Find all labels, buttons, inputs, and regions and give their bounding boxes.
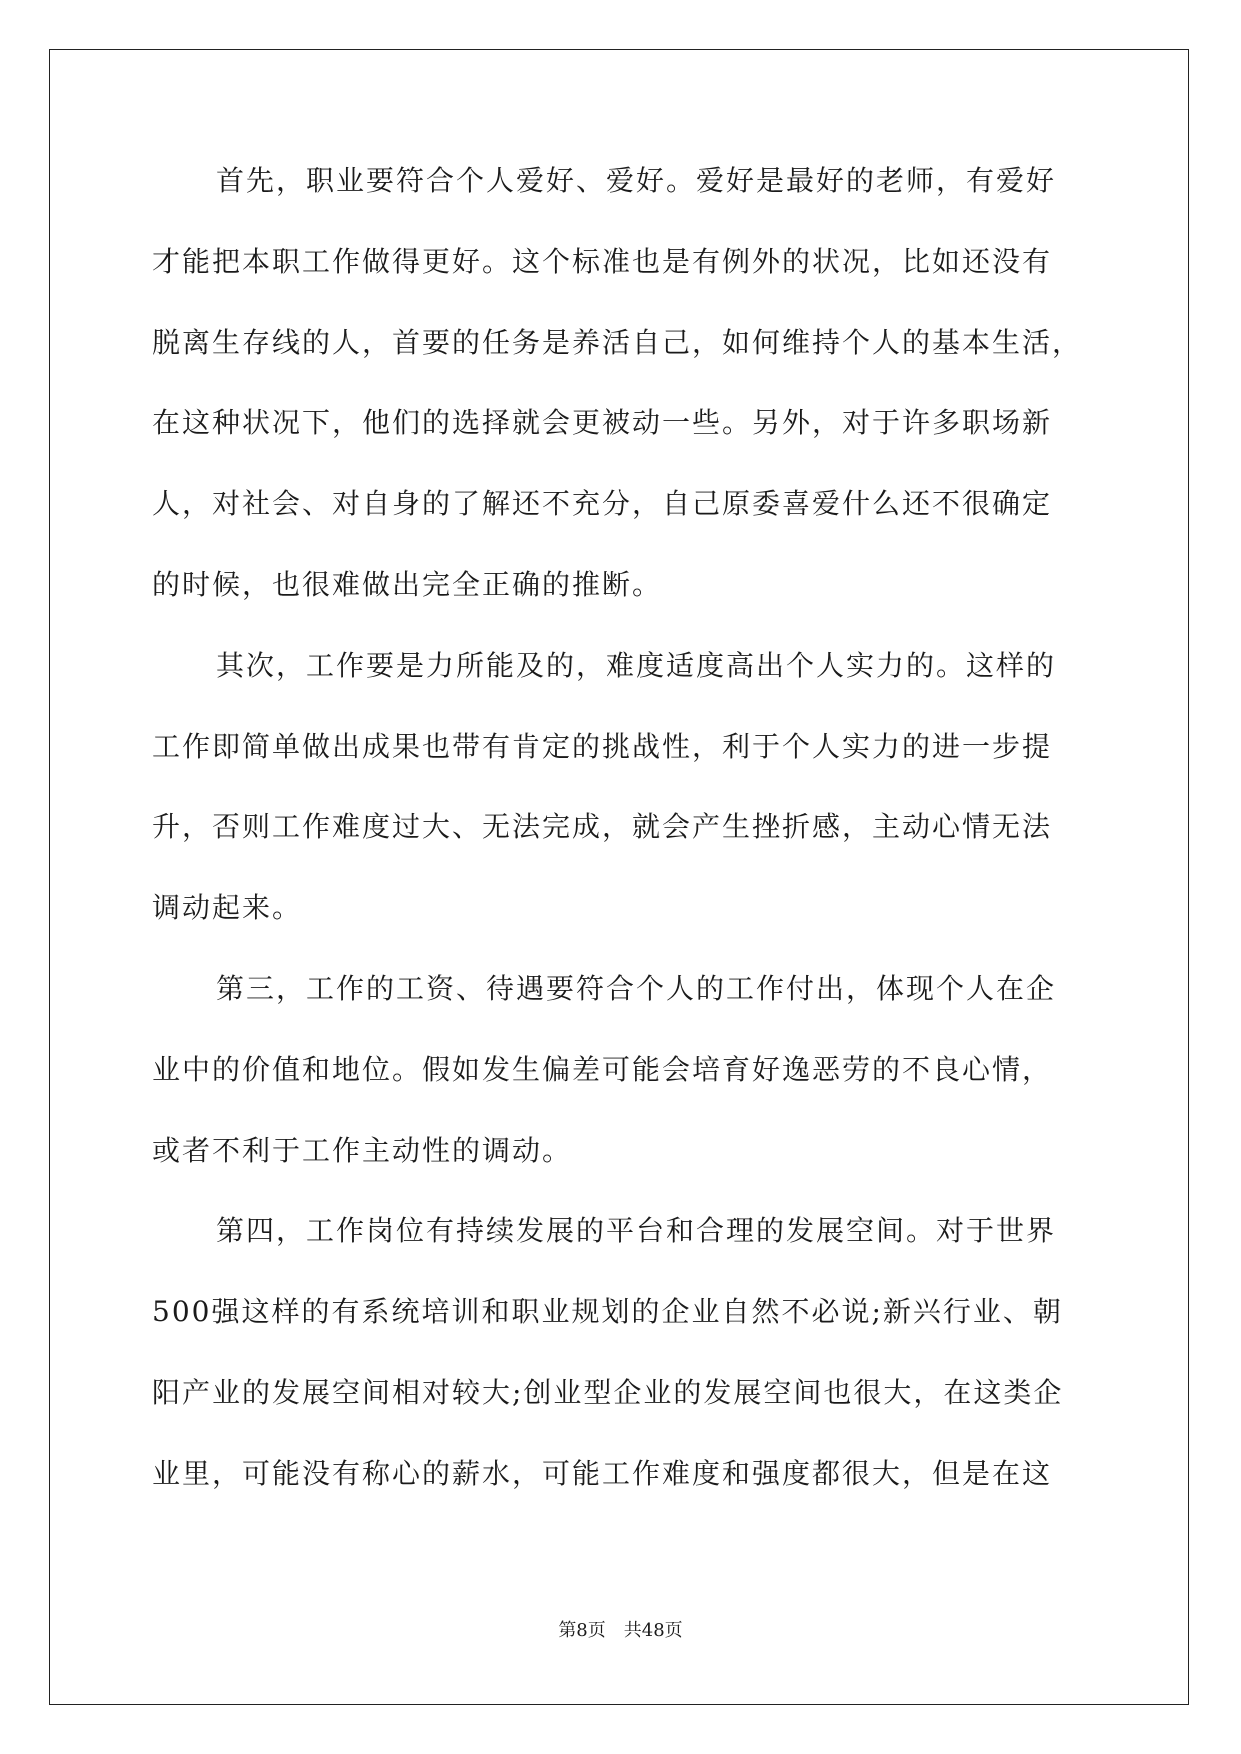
text-line: 在这种状况下，他们的选择就会更被动一些。另外，对于许多职场新 xyxy=(152,406,1053,440)
text-line: 首先，职业要符合个人爱好、爱好。爱好是最好的老师，有爱好 xyxy=(216,164,1057,197)
page-total: 共48页 xyxy=(623,1620,683,1641)
paragraph-1 xyxy=(152,165,1088,650)
document-body xyxy=(152,165,1088,1539)
text-line: 的时候，也很难做出完全正确的推断。 xyxy=(152,567,663,601)
page-number: 第8页 xyxy=(558,1620,606,1641)
text-line: 业里，可能没有称心的薪水，可能工作难度和强度都很大，但是在这 xyxy=(152,1456,1053,1490)
text-line: 升，否则工作难度过大、无法完成，就会产生挫折感，主动心情无法 xyxy=(152,810,1053,844)
text-line: 第四，工作岗位有持续发展的平台和合理的发展空间。对于世界 xyxy=(216,1214,1057,1248)
text-line: 阳产业的发展空间相对较大;创业型企业的发展空间也很大，在这类企 xyxy=(152,1375,1064,1409)
text-line: 脱离生存线的人，首要的任务是养活自己，如何维持个人的基本生活， xyxy=(152,325,1083,359)
text-line: 工作即简单做出成果也带有肯定的挑战性，利于个人实力的进一步提 xyxy=(152,729,1053,763)
paragraph-2 xyxy=(152,650,1088,973)
text-line: 其次，工作要是力所能及的，难度适度高出个人实力的。这样的 xyxy=(216,648,1057,682)
text-line: 才能把本职工作做得更好。这个标准也是有例外的状况，比如还没有 xyxy=(152,244,1053,278)
text-line: 第三，工作的工资、待遇要符合个人的工作付出，体现个人在企 xyxy=(216,971,1057,1005)
paragraph-3 xyxy=(152,973,1088,1215)
paragraph-4 xyxy=(152,1215,1088,1538)
text-line: 人，对社会、对自身的了解还不充分，自己原委喜爱什么还不很确定 xyxy=(152,487,1053,521)
text-line: 或者不利于工作主动性的调动。 xyxy=(152,1133,573,1167)
text-line: 500强这样的有系统培训和职业规划的企业自然不必说;新兴行业、朝 xyxy=(152,1295,1063,1329)
text-line: 调动起来。 xyxy=(152,891,303,925)
text-line: 业中的价值和地位。假如发生偏差可能会培育好逸恶劳的不良心情， xyxy=(152,1052,1053,1086)
page-footer xyxy=(0,1620,1241,1642)
